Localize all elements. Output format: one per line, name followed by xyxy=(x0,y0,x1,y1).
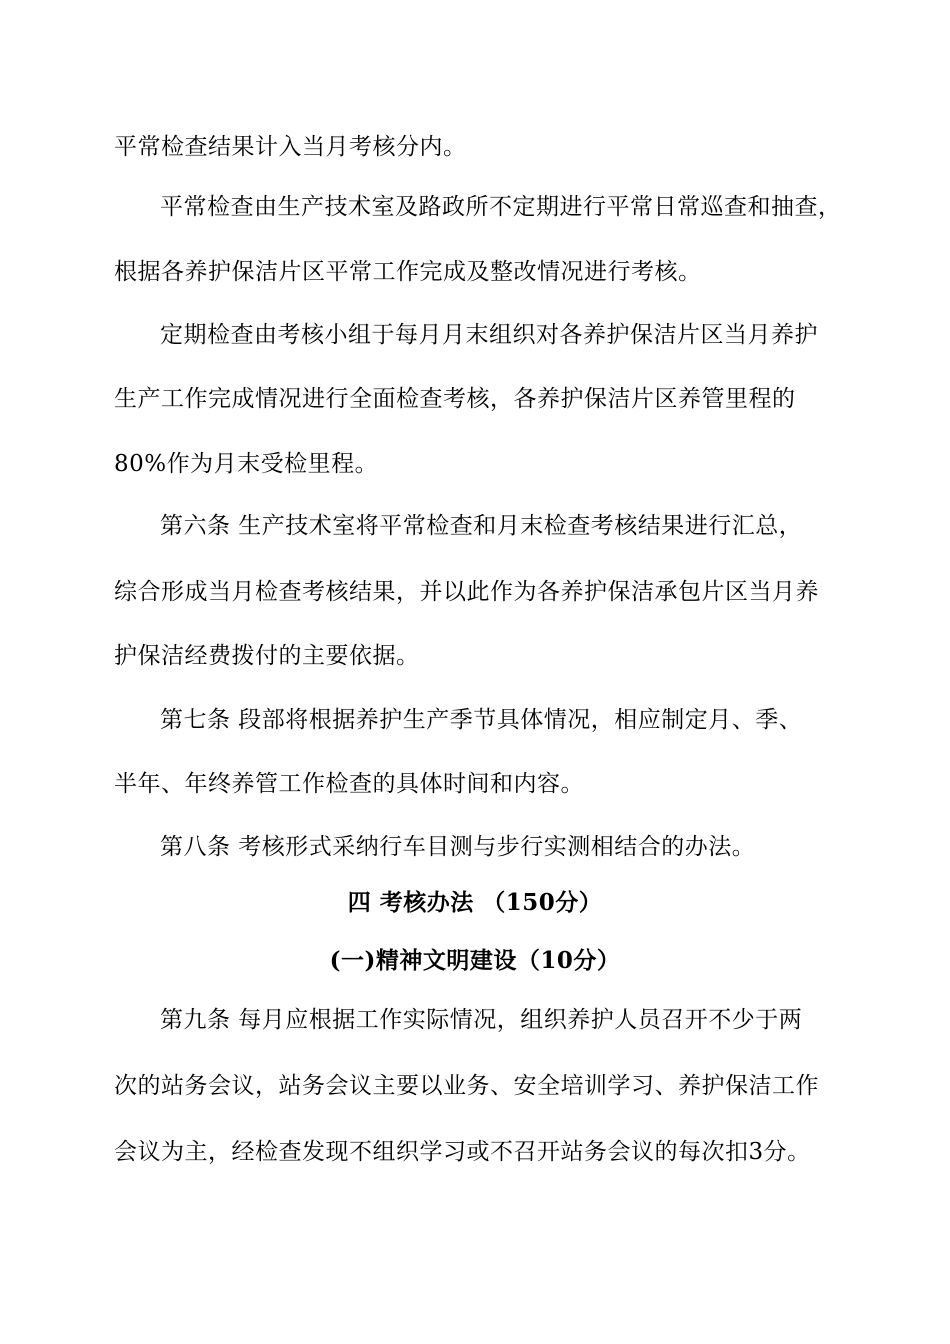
section-heading: 四 考核办法 （150分） xyxy=(347,889,603,916)
paragraph-line: 次的站务会议，站务会议主要以业务、安全培训学习、养护保洁工作 xyxy=(114,1073,819,1099)
paragraph-line: 80%作为月末受检里程。 xyxy=(114,451,379,477)
paragraph-line: 第六条 生产技术室将平常检查和月末检查考核结果进行汇总， xyxy=(160,513,803,539)
subsection-heading: (一)精神文明建设（10分） xyxy=(329,947,621,974)
paragraph-line: 会议为主，经检查发现不组织学习或不召开站务会议的每次扣3分。 xyxy=(114,1139,811,1165)
paragraph-line: 平常检查由生产技术室及路政所不定期进行平常日常巡查和抽查， xyxy=(160,194,842,220)
paragraph-line: 第八条 考核形式采纳行车目测与步行实测相结合的办法。 xyxy=(160,834,756,860)
paragraph-line: 根据各养护保洁片区平常工作完成及整改情况进行考核。 xyxy=(114,259,702,285)
paragraph-line: 半年、年终养管工作检查的具体时间和内容。 xyxy=(114,771,584,797)
paragraph-line: 第七条 段部将根据养护生产季节具体情况，相应制定月、季、 xyxy=(160,707,803,733)
paragraph-line: 护保洁经费拨付的主要依据。 xyxy=(114,643,420,669)
paragraph-line: 平常检查结果计入当月考核分内。 xyxy=(114,134,467,160)
paragraph-line: 综合形成当月检查考核结果，并以此作为各养护保洁承包片区当月养 xyxy=(114,579,819,605)
paragraph-line: 定期检查由考核小组于每月月末组织对各养护保洁片区当月养护 xyxy=(160,322,818,348)
paragraph-line: 生产工作完成情况进行全面检查考核，各养护保洁片区养管里程的 xyxy=(114,386,796,412)
paragraph-line: 第九条 每月应根据工作实际情况，组织养护人员召开不少于两 xyxy=(160,1007,803,1033)
